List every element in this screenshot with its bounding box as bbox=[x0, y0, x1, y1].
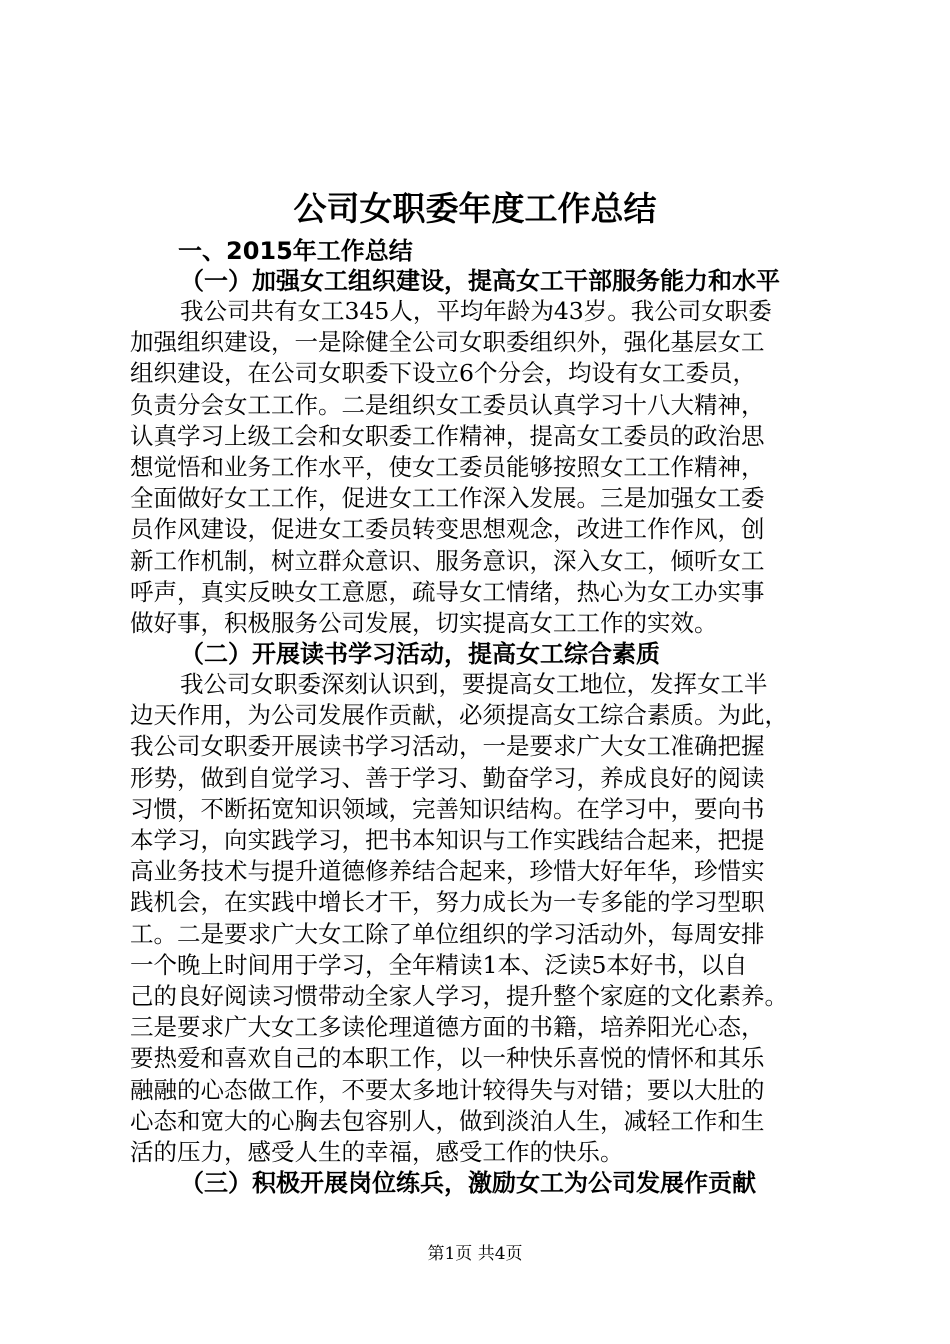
section-2-paragraph bbox=[130, 669, 850, 1168]
paragraph-line: 践机会，在实践中增长才干，努力成长为一专多能的学习型职 bbox=[130, 888, 765, 917]
paragraph-line: 活的压力，感受人生的幸福，感受工作的快乐。 bbox=[130, 1137, 624, 1166]
paragraph-line: 高业务技术与提升道德修养结合起来，珍惜大好年华，珍惜实 bbox=[130, 857, 765, 886]
paragraph-line: 融融的心态做工作，不要太多地计较得失与对错；要以大肚的 bbox=[130, 1075, 765, 1104]
paragraph-line: 己的良好阅读习惯带动全家人学习，提升整个家庭的文化素养。 bbox=[130, 981, 788, 1010]
section-3-heading: （三）积极开展岗位练兵，激励女工为公司发展作贡献 bbox=[180, 1169, 756, 1198]
heading-work-summary: 一、2015年工作总结 bbox=[178, 237, 413, 265]
paragraph-line: 工。二是要求广大女工除了单位组织的学习活动外，每周安排 bbox=[130, 919, 765, 948]
paragraph-line: 全面做好女工工作，促进女工工作深入发展。三是加强女工委 bbox=[130, 484, 765, 513]
paragraph-line: 我公司女职委深刻认识到，要提高女工地位，发挥女工半 bbox=[180, 670, 768, 699]
paragraph-line: 形势，做到自觉学习、善于学习、勤奋学习，养成良好的阅读 bbox=[130, 763, 765, 792]
paragraph-line: 新工作机制，树立群众意识、服务意识，深入女工，倾听女工 bbox=[130, 546, 765, 575]
paragraph-line: 做好事，积极服务公司发展，切实提高女工工作的实效。 bbox=[130, 608, 718, 637]
paragraph-line: 边天作用，为公司发展作贡献，必须提高女工综合素质。为此， bbox=[130, 701, 788, 730]
paragraph-line: 本学习，向实践学习，把书本知识与工作实践结合起来，把提 bbox=[130, 826, 765, 854]
paragraph-line: 我公司女职委开展读书学习活动，一是要求广大女工准确把握 bbox=[130, 732, 765, 761]
paragraph-line: 组织建设，在公司女职委下设立6个分会，均设有女工委员， bbox=[130, 359, 756, 388]
paragraph-line: 认真学习上级工会和女职委工作精神，提高女工委员的政治思 bbox=[130, 421, 765, 450]
paragraph-line: 负责分会女工工作。二是组织女工委员认真学习十八大精神， bbox=[130, 390, 765, 419]
paragraph-line: 一个晚上时间用于学习，全年精读1本、泛读5本好书，以自 bbox=[130, 950, 748, 979]
paragraph-line: 员作风建设，促进女工委员转变思想观念，改进工作作风，创 bbox=[130, 515, 765, 544]
document-body bbox=[130, 236, 850, 1198]
section-1-paragraph bbox=[130, 296, 850, 639]
document-title: 公司女职委年度工作总结 bbox=[293, 189, 657, 228]
section-2-heading: （二）开展读书学习活动，提高女工综合素质 bbox=[180, 640, 660, 669]
paragraph-line: 心态和宽大的心胸去包容别人，做到淡泊人生，减轻工作和生 bbox=[130, 1106, 765, 1135]
paragraph-line: 想觉悟和业务工作水平，使女工委员能够按照女工工作精神， bbox=[130, 452, 765, 481]
page-footer: 第1页 共4页 bbox=[427, 1244, 523, 1264]
section-1-heading: （一）加强女工组织建设，提高女工干部服务能力和水平 bbox=[180, 267, 780, 295]
paragraph-line: 三是要求广大女工多读伦理道德方面的书籍，培养阳光心态， bbox=[130, 1013, 765, 1042]
paragraph-line: 呼声，真实反映女工意愿，疏导女工情绪，热心为女工办实事 bbox=[130, 577, 765, 606]
paragraph-line: 我公司共有女工345人，平均年龄为43岁。我公司女职委 bbox=[180, 297, 772, 325]
paragraph-line: 加强组织建设，一是除健全公司女职委组织外，强化基层女工 bbox=[130, 328, 765, 357]
paragraph-line: 习惯，不断拓宽知识领域，完善知识结构。在学习中，要向书 bbox=[130, 794, 765, 823]
paragraph-line: 要热爱和喜欢自己的本职工作，以一种快乐喜悦的情怀和其乐 bbox=[130, 1044, 765, 1073]
